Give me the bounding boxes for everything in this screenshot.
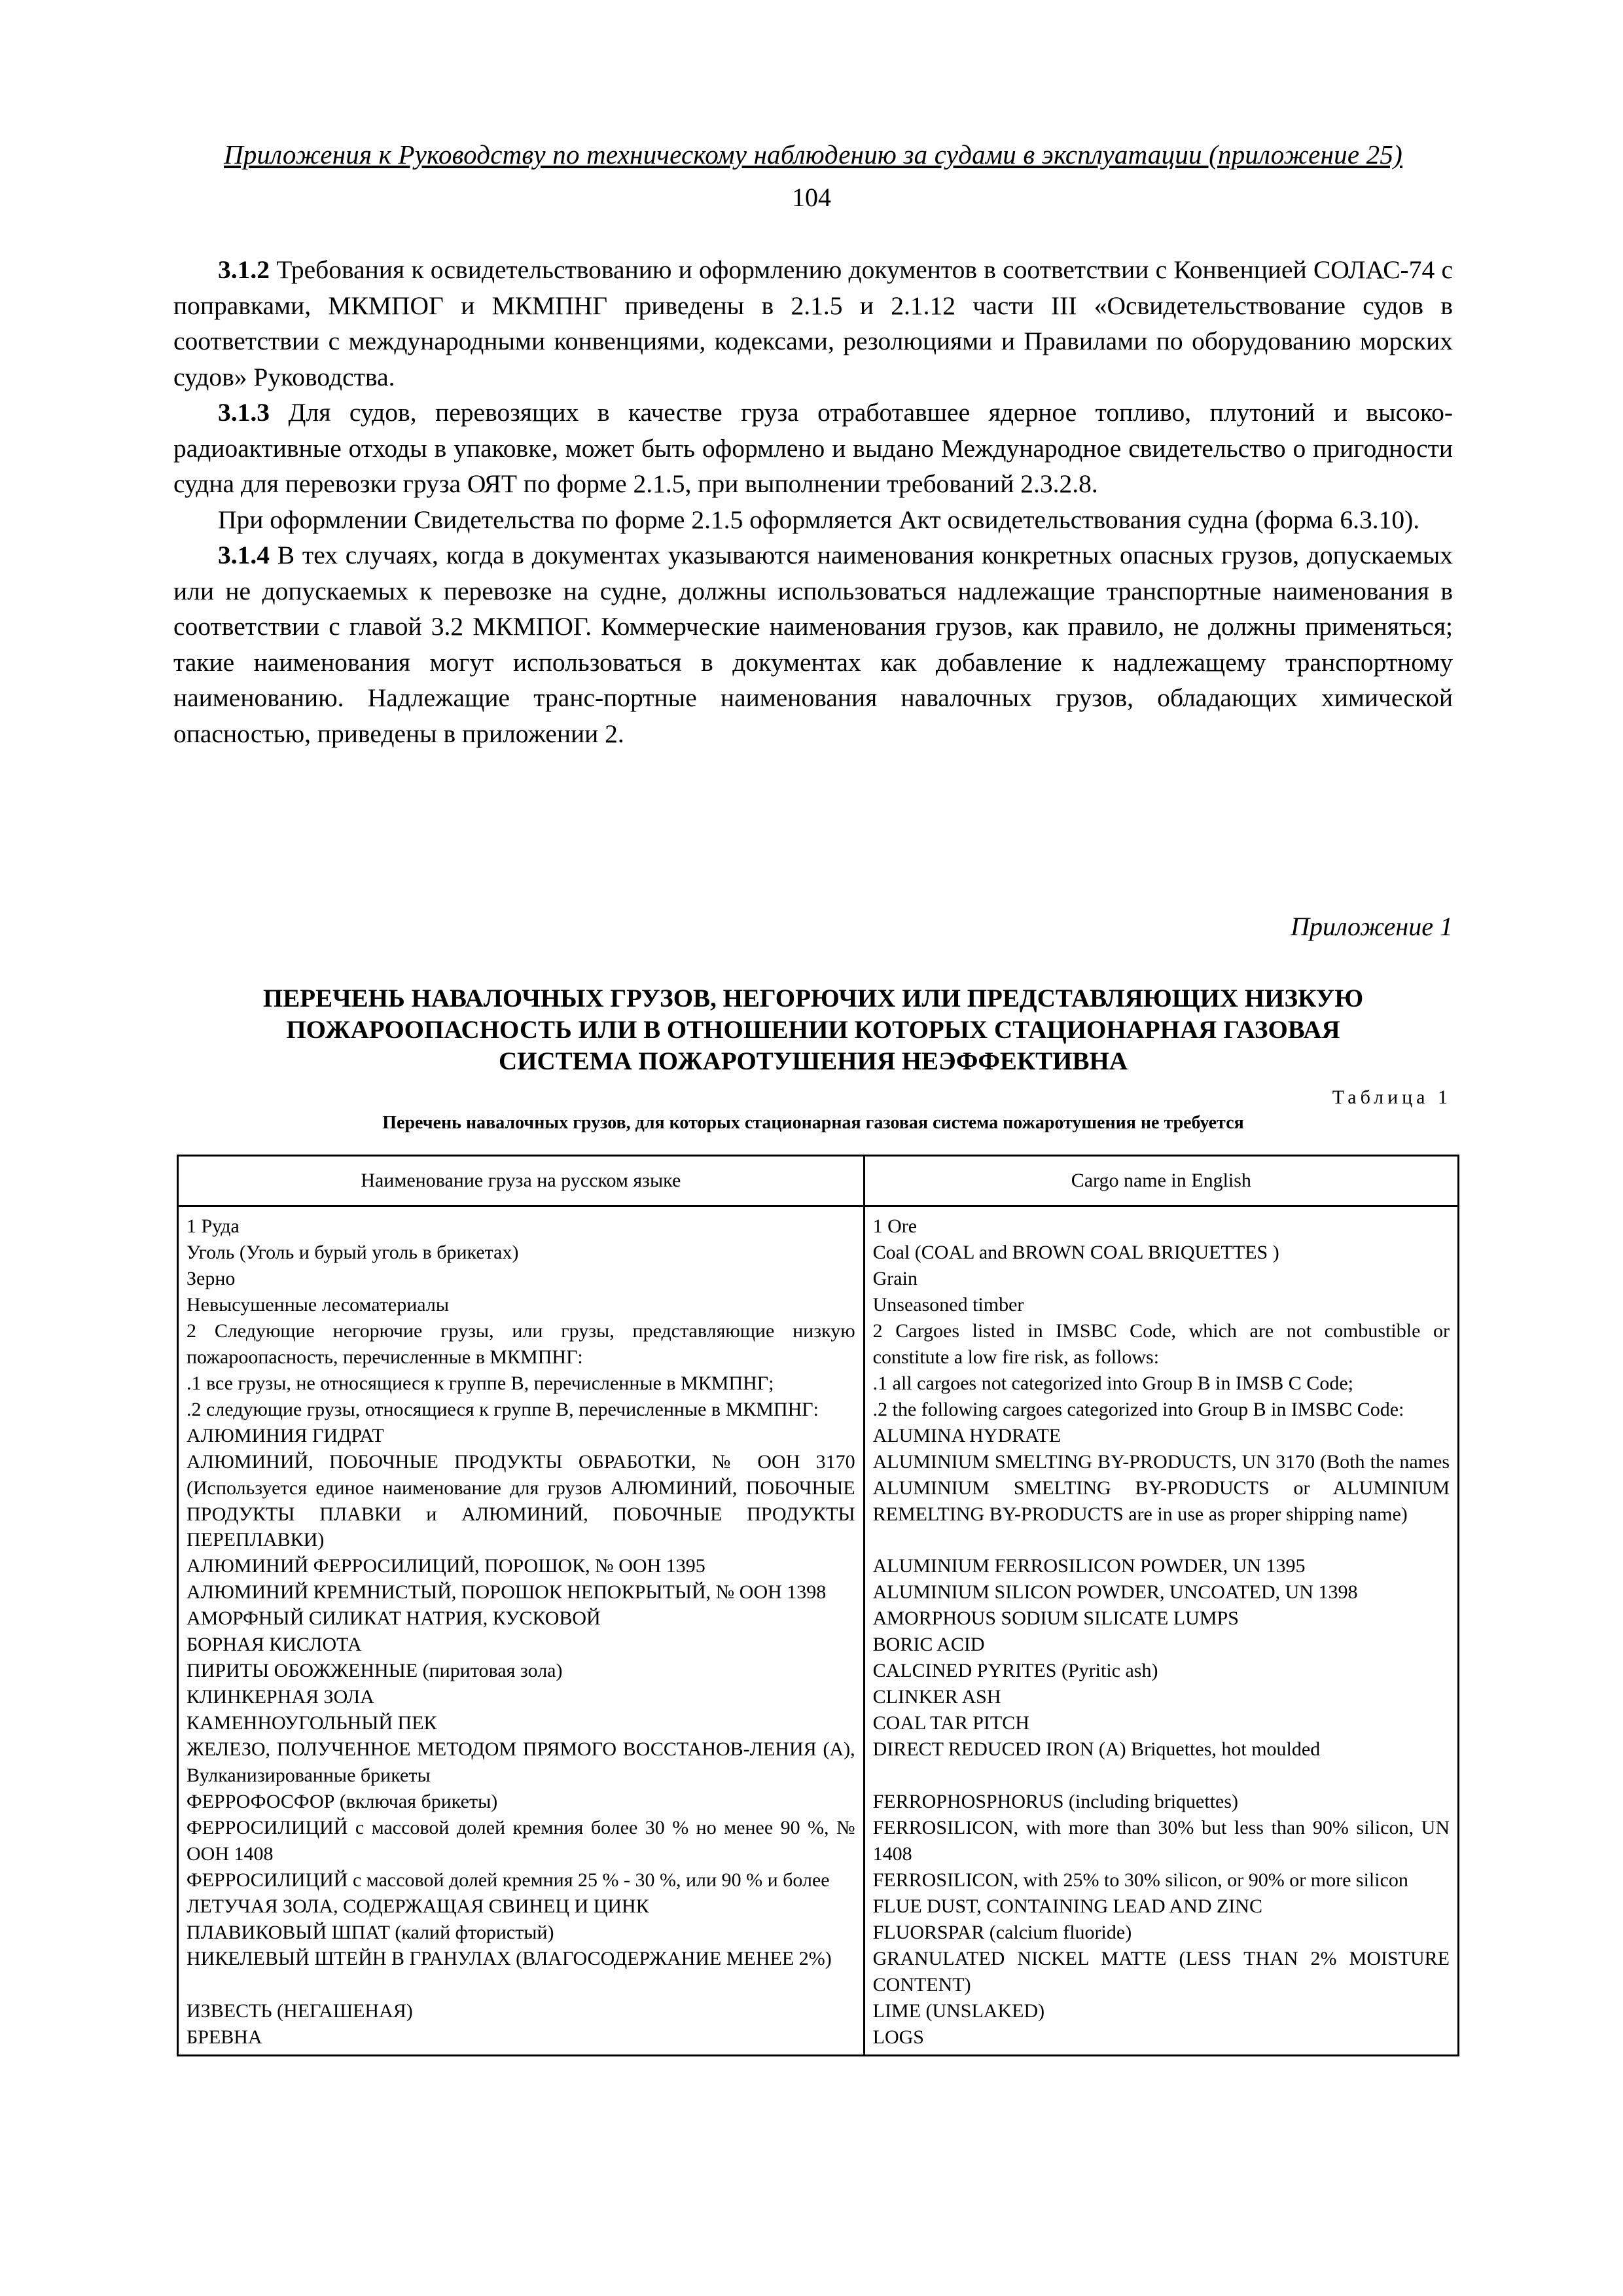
table-cell-english: .2 the following cargoes categorized into Group B in IMSBC Code:: [872, 1399, 1404, 1420]
table-cell-russian: 1 Руда: [187, 1215, 240, 1237]
table-cell-english: ALUMINIUM SILICON POWDER, UNCOATED, UN 1398: [872, 1581, 1358, 1603]
paragraph-3-1-2: [173, 252, 1453, 395]
paragraph-3-1-3: [173, 395, 1453, 502]
table-cell-english: DIRECT REDUCED IRON (A) Briquettes, hot moulded: [872, 1738, 1321, 1760]
table-cell-russian: ПЛАВИКОВЫЙ ШПАТ (калий фтористый): [187, 1922, 554, 1944]
table-label: Таблица 1: [1332, 1086, 1452, 1108]
table-cell-russian: Уголь (Уголь и бурый уголь в брикетах): [187, 1242, 519, 1263]
appendix-title: [173, 983, 1453, 1077]
table-cell-english: FLUORSPAR (calcium fluoride): [872, 1922, 1132, 1943]
table-cell-english: Unseasoned timber: [872, 1294, 1024, 1316]
table-cell-russian: Зерно: [187, 1268, 236, 1289]
table-cell-russian: АМОРФНЫЙ СИЛИКАТ НАТРИЯ, КУСКОВОЙ: [187, 1607, 601, 1630]
cargo-table: [177, 1155, 1459, 2056]
table-cell-russian: БОРНАЯ КИСЛОТА: [187, 1634, 362, 1656]
table-cell-russian: КЛИНКЕРНАЯ ЗОЛА: [187, 1686, 374, 1708]
table-cell-english: 1 Ore: [872, 1215, 918, 1237]
table-cell-russian: 2 Следующие негорючие грузы, или грузы, представляющие низкую пожароопасность, перечисленные в МКМПНГ:: [187, 1320, 855, 1368]
table-cell-english: CALCINED PYRITES (Pyritic ash): [872, 1660, 1158, 1681]
table-cell-english: FERROSILICON, with more than 30% but less than 90% silicon, UN 1408: [872, 1817, 1450, 1865]
paragraph-number: 3.1.4: [218, 541, 270, 569]
table-cell-russian: .2 следующие грузы, относящиеся к группе В, перечисленные в МКМПНГ:: [187, 1399, 819, 1420]
running-header: Приложения к Руководству по техническому наблюдению за судами в эксплуатации (приложение 25): [224, 139, 1402, 170]
table-cell-russian: АЛЮМИНИЙ КРЕМНИСТЫЙ, ПОРОШОК НЕПОКРЫТЫЙ, № ООН 1398: [187, 1581, 827, 1604]
paragraph-text: В тех случаях, когда в документах указываются наименования конкретных опасных грузов, допускаемых или не допускаемых к перевозке на судне, должны использоваться надлежащие транспортные наименования в соответствии с главой 3.2 МКМПОГ. Коммерческие наименования грузов, как правило, не должны применяться; такие наименования могут использоваться в документах как добавление к надлежащему транспортному наименованию. Надлежащие транс-портные наименования навалочных грузов, обладающих химической опасностью, приведены в приложении 2.: [173, 541, 1453, 748]
table-body-row: [178, 1206, 1459, 2056]
table-cell-russian: БРЕВНА: [187, 2026, 262, 2049]
table-cell-russian: КАМЕННОУГОЛЬНЫЙ ПЕК: [187, 1712, 437, 1734]
appendix-title-line: СИСТЕМА ПОЖАРОТУШЕНИЯ НЕЭФФЕКТИВНА: [499, 1047, 1128, 1075]
table-cell-english: COAL TAR PITCH: [872, 1712, 1029, 1734]
appendix-title-line: ПОЖАРООПАСНОСТЬ ИЛИ В ОТНОШЕНИИ КОТОРЫХ СТАЦИОНАРНАЯ ГАЗОВАЯ: [286, 1016, 1340, 1044]
page-number: 104: [792, 183, 831, 212]
table-cell-english: ALUMINIUM SMELTING BY-PRODUCTS, UN 3170 (Both the names ALUMINIUM SMELTING BY-PRODUCTS or ALUMINIUM REMELTING BY-PRODUCTS are in use as proper shipping name): [872, 1451, 1450, 1525]
table-cell-english: LOGS: [872, 2026, 924, 2048]
paragraph-number: 3.1.2: [218, 255, 270, 284]
paragraph-certificate: [173, 502, 1453, 538]
table-cell-english: CLINKER ASH: [872, 1686, 1001, 1708]
header-russian-name: Наименование груза на русском языке: [178, 1156, 865, 1206]
table-cell-russian: .1 все грузы, не относящиеся к группе В, перечисленные в МКМПНГ;: [187, 1372, 774, 1394]
paragraph-number: 3.1.3: [218, 398, 270, 427]
table-cell-russian: ФЕРРОСИЛИЦИЙ с массовой долей кремния более 30 % но менее 90 %, № ООН 1408: [187, 1817, 855, 1865]
table-cell-english: .1 all cargoes not categorized into Group B in IMSB C Code;: [872, 1372, 1353, 1394]
table-cell-russian: АЛЮМИНИЯ ГИДРАТ: [187, 1425, 384, 1446]
table-cell-russian: АЛЮМИНИЙ, ПОБОЧНЫЕ ПРОДУКТЫ ОБРАБОТКИ, № ООН 3170 (Используется единое наименование для грузов АЛЮМИНИЙ, ПОБОЧНЫЕ ПРОДУКТЫ ПЛАВКИ и АЛЮМИНИЙ, ПОБОЧНЫЕ ПРОДУКТЫ ПЕРЕПЛАВКИ): [187, 1451, 855, 1551]
paragraph-3-1-4: [173, 537, 1453, 751]
table-cell-english: GRANULATED NICKEL MATTE (LESS THAN 2% MOISTURE CONTENT): [872, 1948, 1450, 1996]
paragraph-text: Требования к освидетельствованию и оформлению документов в соответствии с Конвенцией СОЛАС-74 с поправками, МКМПОГ и МКМПНГ приведены в 2.1.5 и 2.1.12 части III «Освидетельствование судов в соответствии с международными конвенциями, кодексами, резолюциями и Правилами по оборудованию морских судов» Руководства.: [173, 255, 1453, 391]
table-cell-russian: ФЕРРОСИЛИЦИЙ с массовой долей кремния 25 % - 30 %, или 90 % и более: [187, 1869, 830, 1892]
table-cell-russian: Невысушенные лесоматериалы: [187, 1294, 450, 1316]
english-names-column: [864, 1206, 1458, 2056]
table-cell-english: FERROPHOSPHORUS (including briquettes): [872, 1791, 1239, 1812]
table-cell-russian: ЛЕТУЧАЯ ЗОЛА, СОДЕРЖАЩАЯ СВИНЕЦ И ЦИНК: [187, 1895, 649, 1918]
body-text: [173, 252, 1453, 751]
table-cell-english: 2 Cargoes listed in IMSBC Code, which are not combustible or constitute a low fire risk, as follows:: [872, 1320, 1450, 1368]
table-cell-russian: ЖЕЛЕЗО, ПОЛУЧЕННОЕ МЕТОДОМ ПРЯМОГО ВОССТАНОВ-ЛЕНИЯ (А), Вулканизированные брикеты: [187, 1738, 855, 1786]
table-cell-english: FERROSILICON, with 25% to 30% silicon, or 90% or more silicon: [872, 1869, 1408, 1891]
appendix-title-line: ПЕРЕЧЕНЬ НАВАЛОЧНЫХ ГРУЗОВ, НЕГОРЮЧИХ ИЛИ ПРЕДСТАВЛЯЮЩИХ НИЗКУЮ: [262, 984, 1364, 1013]
table-cell-russian: НИКЕЛЕВЫЙ ШТЕЙН В ГРАНУЛАХ (ВЛАГОСОДЕРЖАНИЕ МЕНЕЕ 2%): [187, 1948, 832, 1970]
table-cell-english: Grain: [872, 1268, 918, 1289]
table-caption: Перечень навалочных грузов, для которых стационарная газовая система пожаротушения не требуется: [382, 1113, 1244, 1133]
table-cell-russian: ИЗВЕСТЬ (НЕГАШЕНАЯ): [187, 2000, 413, 2022]
table-cell-english: ALUMINA HYDRATE: [872, 1425, 1061, 1446]
table-cell-english: LIME (UNSLAKED): [872, 2000, 1045, 2022]
table-cell-english: BORIC ACID: [872, 1634, 985, 1655]
paragraph-text: При оформлении Свидетельства по форме 2.1.5 оформляется Акт освидетельствования судна (форма 6.3.10).: [218, 505, 1420, 534]
header-english-name: Cargo name in English: [864, 1156, 1458, 1206]
russian-names-column: [178, 1206, 865, 2056]
table-cell-russian: ФЕРРОФОСФОР (включая брикеты): [187, 1791, 498, 1813]
table-cell-russian: ПИРИТЫ ОБОЖЖЕННЫЕ (пиритовая зола): [187, 1660, 563, 1682]
table-header-row: [178, 1156, 1459, 1206]
table-cell-english: FLUE DUST, CONTAINING LEAD AND ZINC: [872, 1895, 1262, 1917]
table-cell-russian: АЛЮМИНИЙ ФЕРРОСИЛИЦИЙ, ПОРОШОК, № ООН 1395: [187, 1555, 705, 1577]
table-cell-english: AMORPHOUS SODIUM SILICATE LUMPS: [872, 1607, 1239, 1629]
table-cell-english: Coal (COAL and BROWN COAL BRIQUETTES ): [872, 1242, 1279, 1263]
appendix-label: Приложение 1: [1291, 912, 1453, 941]
paragraph-text: Для судов, перевозящих в качестве груза отработавшее ядерное топливо, плутоний и высоко-радиоактивные отходы в упаковке, может быть оформлено и выдано Международное свидетельство о пригодности судна для перевозки груза ОЯТ по форме 2.1.5, при выполнении требований 2.3.2.8.: [173, 398, 1453, 498]
table-cell-english: ALUMINIUM FERROSILICON POWDER, UN 1395: [872, 1555, 1306, 1577]
